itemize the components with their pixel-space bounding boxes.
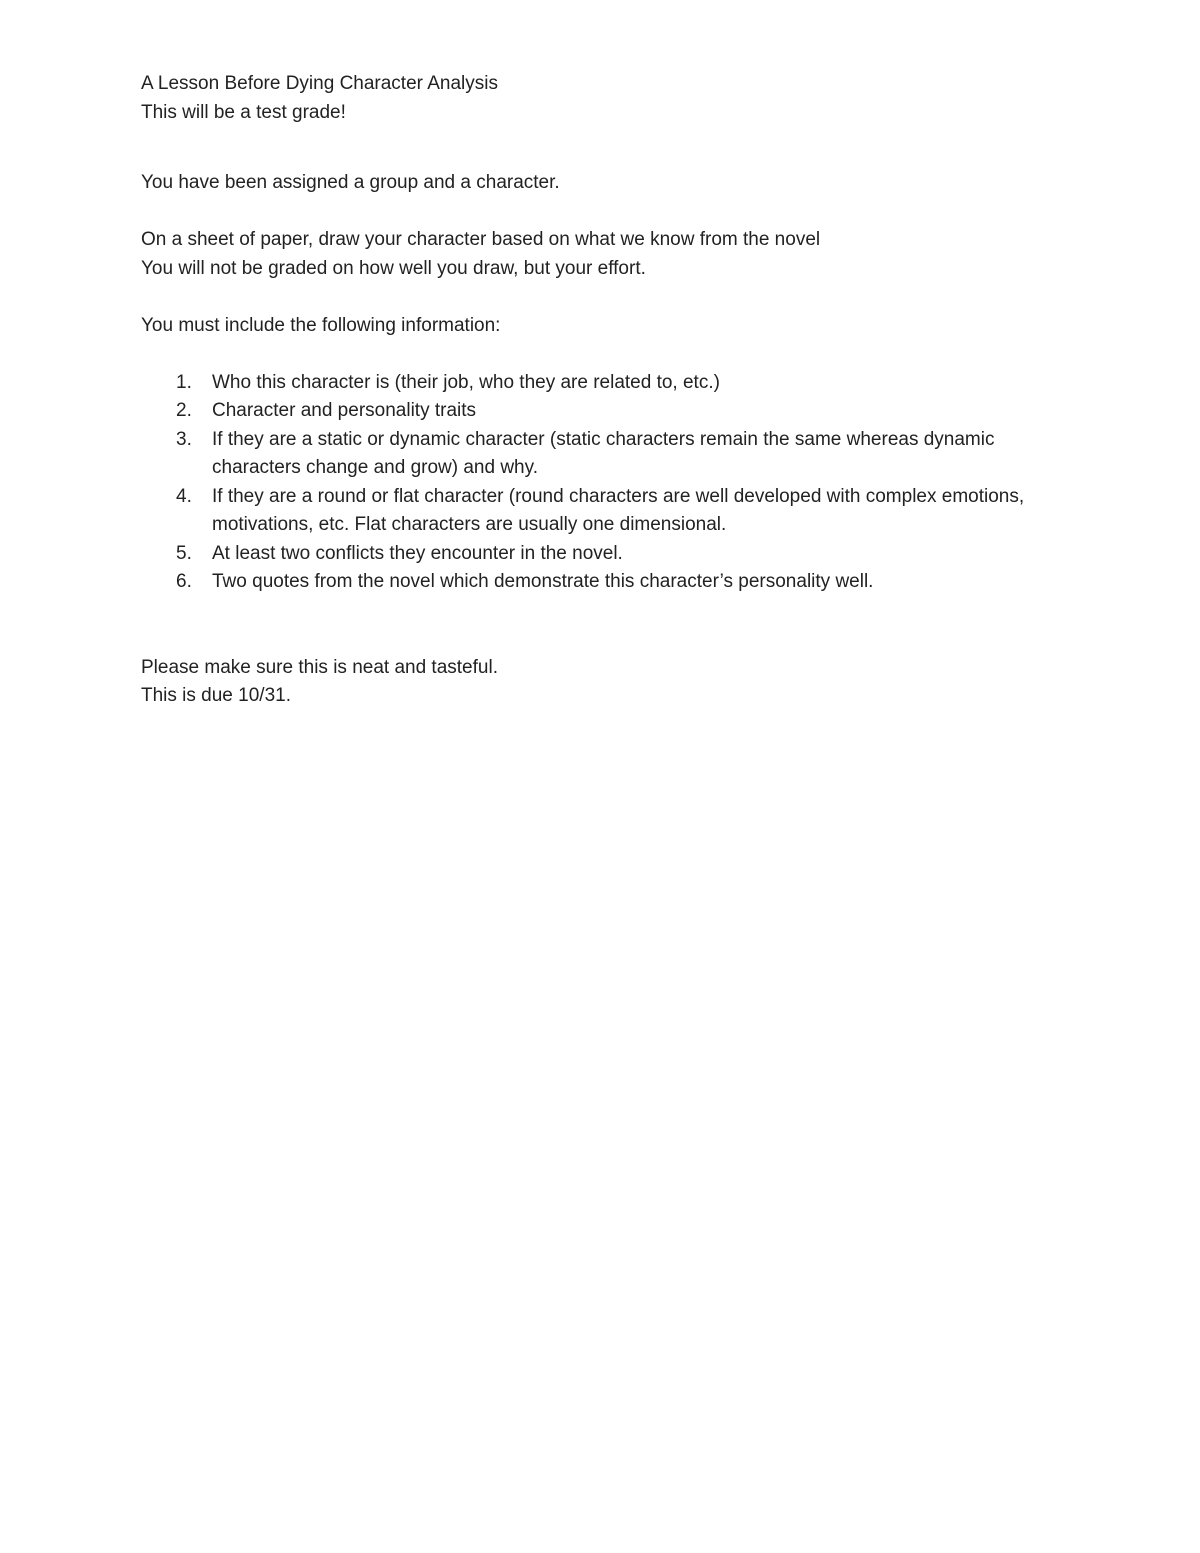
list-item-text: Character and personality traits: [212, 400, 477, 421]
list-item-number: 2.: [176, 400, 192, 421]
list-item-text: If they are a round or flat character (round characters are well developed with complex emotions, motivations, etc. Flat characters are usually one dimensional.: [212, 485, 1025, 535]
list-item-number: 4.: [176, 485, 192, 507]
closing-due-date: This is due 10/31.: [141, 685, 291, 706]
list-item-text: Who this character is (their job, who they are related to, etc.): [212, 371, 720, 393]
list-item: [141, 426, 1042, 483]
list-item: [141, 568, 1042, 597]
requirements-list: [141, 369, 1071, 597]
list-item-text: Two quotes from the novel which demonstrate this character’s personality well.: [212, 571, 874, 592]
document-body: [141, 70, 1071, 711]
list-item-text: At least two conflicts they encounter in the novel.: [212, 542, 623, 564]
list-item: [141, 483, 1042, 540]
list-item-number: 3.: [176, 428, 192, 450]
requirements-heading: You must include the following information:: [141, 314, 501, 336]
list-item-number: 1.: [176, 371, 192, 393]
instruction-effort: You will not be graded on how well you draw, but your effort.: [141, 257, 646, 279]
intro-text: You have been assigned a group and a character.: [141, 172, 560, 193]
list-item-number: 5.: [176, 542, 192, 564]
document-title: A Lesson Before Dying Character Analysis: [141, 73, 498, 94]
document-subtitle: This will be a test grade!: [141, 101, 346, 123]
list-item-number: 6.: [176, 571, 192, 592]
closing-neat: Please make sure this is neat and tasteful.: [141, 656, 498, 678]
list-item: [141, 369, 1042, 398]
instruction-draw: On a sheet of paper, draw your character based on what we know from the novel: [141, 229, 821, 250]
list-item: [141, 540, 1042, 569]
list-item: [141, 397, 1042, 426]
list-item-text: If they are a static or dynamic character (static characters remain the same whereas dynamic characters change and grow) and why.: [212, 428, 995, 478]
